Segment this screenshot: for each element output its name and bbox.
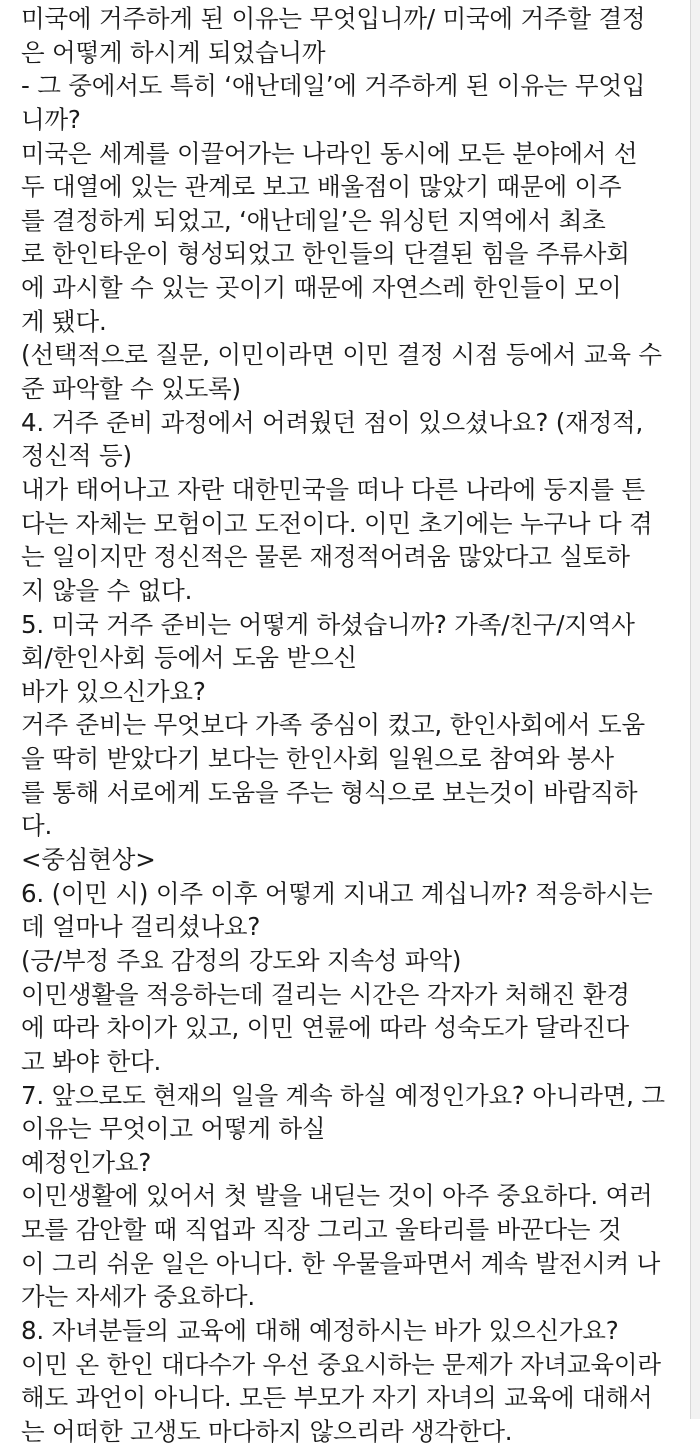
text-line: 는 일이지만 정신적은 물론 재정적어려움 많았다고 실토하 xyxy=(21,542,630,572)
page-edge xyxy=(690,0,700,1419)
text-line: 를 통해 서로에게 도움을 주는 형식으로 보는것이 바람직하 xyxy=(21,777,638,807)
text-line: - 그 중에서도 특히 ‘애난데일’에 거주하게 된 이유는 무엇입 xyxy=(21,71,646,101)
question-line: 8. 자녀분들의 교육에 대해 예정하시는 바가 있으신가요? xyxy=(21,1315,619,1345)
text-line: 게 됐다. xyxy=(21,306,107,336)
text-line: 이 그리 쉬운 일은 아니다. 한 우물을파면서 계속 발전시켜 나 xyxy=(21,1248,661,1278)
text-line: 가는 자세가 중요하다. xyxy=(21,1282,255,1312)
text-line: 고 봐야 한다. xyxy=(21,1046,162,1076)
text-line: (긍/부정 주요 감정의 강도와 지속성 파악) xyxy=(21,945,462,975)
text-line: 로 한인타운이 형성되었고 한인들의 단결된 힘을 주류사회 xyxy=(21,239,630,269)
text-line: 은 어떻게 하시게 되었습니까 xyxy=(21,37,326,67)
question-line: 예정인가요? xyxy=(21,1147,152,1177)
text-line: 내가 태어나고 자란 대한민국을 떠나 다른 나라에 둥지를 튼 xyxy=(21,474,645,504)
text-line: 니까? xyxy=(21,104,81,134)
text-line: 에 과시할 수 있는 곳이기 때문에 자연스레 한인들이 모이 xyxy=(21,273,622,303)
question-line: 바가 있으신가요? xyxy=(21,676,206,706)
text-line: 이민 온 한인 대다수가 우선 중요시하는 문제가 자녀교육이라 xyxy=(21,1349,661,1379)
question-line: 4. 거주 준비 과정에서 어려웠던 점이 있으셨나요? (재정적, xyxy=(21,407,644,437)
text-line: 거주 준비는 무엇보다 가족 중심이 컸고, 한인사회에서 도움 xyxy=(21,710,645,740)
section-heading: <중심현상> xyxy=(21,845,156,875)
text-line: 을 딱히 받았다기 보다는 한인사회 일원으로 참여와 봉사 xyxy=(21,744,614,774)
text-line: 두 대열에 있는 관계로 보고 배울점이 많았기 때문에 이주 xyxy=(21,172,622,202)
document-body xyxy=(21,2,681,1449)
text-line: (선택적으로 질문, 이민이라면 이민 결정 시점 등에서 교육 수 xyxy=(21,340,662,370)
question-line: 5. 미국 거주 준비는 어떻게 하셨습니까? 가족/친구/지역사 xyxy=(21,609,635,639)
text-line: 준 파악할 수 있도록) xyxy=(21,374,241,404)
text-line: 를 결정하게 되었고, ‘애난데일’은 워싱턴 지역에서 최초 xyxy=(21,205,606,235)
question-line: 6. (이민 시) 이주 이후 어떻게 지내고 계십니까? 적응하시는 xyxy=(21,878,653,908)
text-line: 는 어떠한 고생도 마다하지 않으리라 생각한다. xyxy=(21,1416,513,1446)
text-line: 이민생활에 있어서 첫 발을 내딛는 것이 아주 중요하다. 여러 xyxy=(21,1181,653,1211)
text-line: 다. xyxy=(21,811,53,841)
text-line: 미국에 거주하게 된 이유는 무엇입니까/ 미국에 거주할 결정 xyxy=(21,4,646,33)
question-line: 7. 앞으로도 현재의 일을 계속 하실 예정인가요? 아니라면, 그 xyxy=(21,1080,665,1110)
text-line: 미국은 세계를 이끌어가는 나라인 동시에 모든 분야에서 선 xyxy=(21,138,638,168)
text-line: 해도 과언이 아니다. 모든 부모가 자기 자녀의 교육에 대해서 xyxy=(21,1383,653,1413)
question-line: 회/한인사회 등에서 도움 받으신 xyxy=(21,643,357,673)
text-line: 이민생활을 적응하는데 걸리는 시간은 각자가 처해진 환경 xyxy=(21,979,630,1009)
question-line: 데 얼마나 걸리셨나요? xyxy=(21,912,261,942)
text-line: 모를 감안할 때 직업과 직장 그리고 울타리를 바꾼다는 것 xyxy=(21,1215,622,1245)
text-line: 에 따라 차이가 있고, 이민 연륜에 따라 성숙도가 달라진다 xyxy=(21,1013,630,1043)
text-line: 다는 자체는 모험이고 도전이다. 이민 초기에는 누구나 다 겪 xyxy=(21,508,653,538)
question-line: 이유는 무엇이고 어떻게 하실 xyxy=(21,1114,326,1144)
text-line: 지 않을 수 없다. xyxy=(21,575,193,605)
question-line: 정신적 등) xyxy=(21,441,132,471)
